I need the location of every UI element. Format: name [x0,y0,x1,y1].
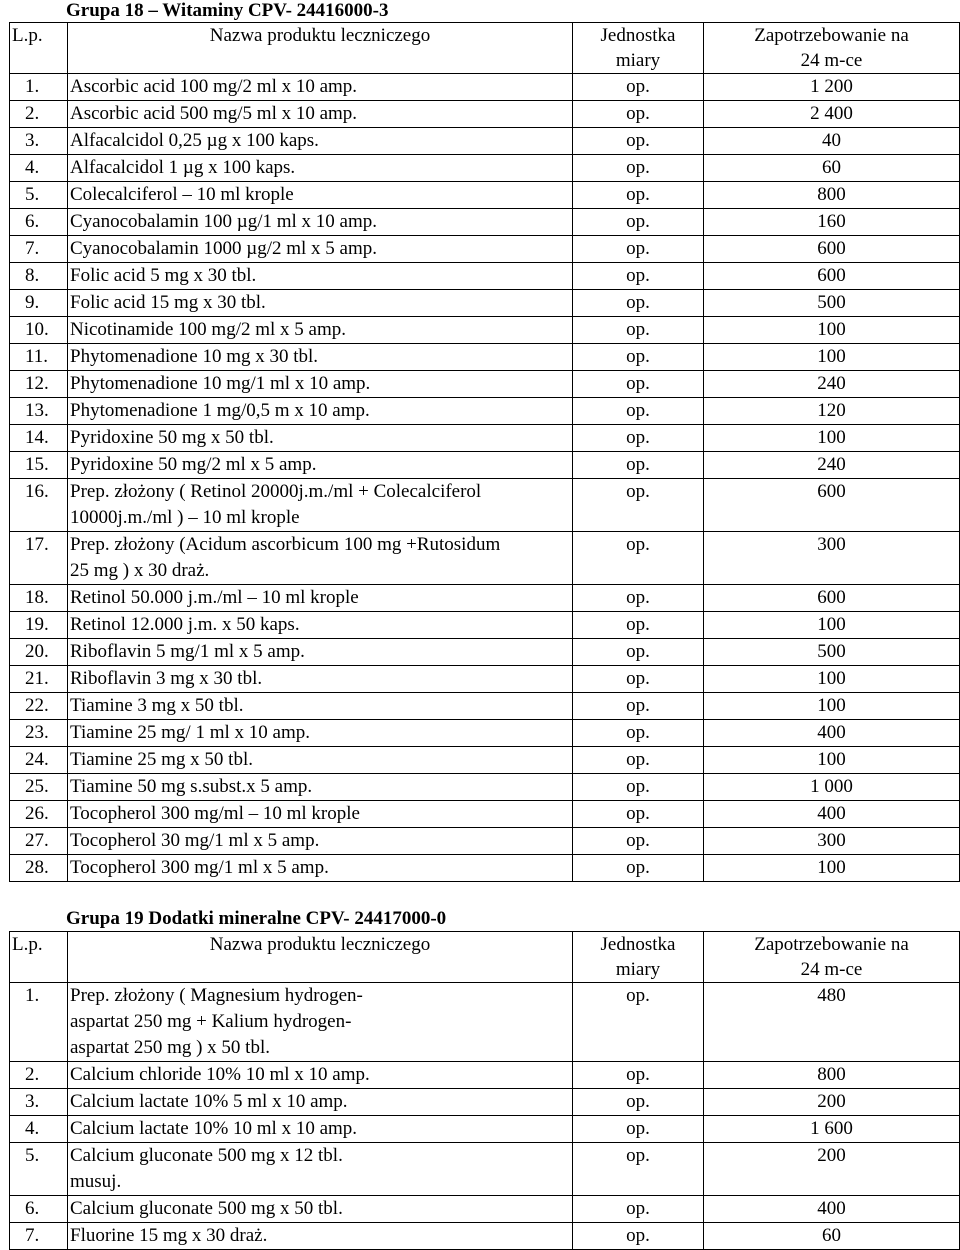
row-unit: op. [573,855,704,882]
row-product-name [68,1116,573,1143]
table-row [10,855,960,882]
row-product-name [68,74,573,101]
product-name-line: Tiamine 25 mg/ 1 ml x 10 amp. [70,722,310,743]
row-lp: 1. [10,74,68,101]
row-quantity: 100 [704,344,960,371]
row-unit: op. [573,983,704,1062]
product-name-line: Calcium lactate 10% 10 ml x 10 amp. [70,1118,358,1139]
product-name-line: Folic acid 5 mg x 30 tbl. [70,265,257,286]
row-product-name [68,666,573,693]
table-row [10,398,960,425]
table-row [10,532,960,585]
row-lp: 10. [10,317,68,344]
product-name-line: Calcium lactate 10% 5 ml x 10 amp. [70,1091,348,1112]
row-quantity: 100 [704,693,960,720]
product-name-line: Calcium chloride 10% 10 ml x 10 amp. [70,1064,370,1085]
row-lp: 2. [10,101,68,128]
row-unit: op. [573,182,704,209]
row-quantity: 60 [704,155,960,182]
table-row [10,828,960,855]
header-lp: L.p. [10,932,68,983]
header-lp: L.p. [10,23,68,74]
header-qty-line1: Zapotrzebowanie na [754,25,909,46]
table-row [10,983,960,1062]
row-product-name [68,1196,573,1223]
row-product-name [68,182,573,209]
row-lp: 16. [10,479,68,532]
row-product-name [68,693,573,720]
product-name-line: Ascorbic acid 500 mg/5 ml x 10 amp. [70,103,358,124]
row-product-name [68,1143,573,1196]
product-name-line: Folic acid 15 mg x 30 tbl. [70,292,266,313]
row-product-name [68,855,573,882]
row-product-name [68,398,573,425]
row-lp: 4. [10,155,68,182]
table-row [10,209,960,236]
header-unit-line1: Jednostka [600,934,676,955]
product-name-line: Alfacalcidol 1 µg x 100 kaps. [70,157,296,178]
product-name-line: Tocopherol 30 mg/1 ml x 5 amp. [70,830,320,851]
row-product-name [68,585,573,612]
row-quantity: 400 [704,720,960,747]
header-row [10,932,960,983]
table-row [10,344,960,371]
header-unit [573,932,704,983]
row-unit: op. [573,1223,704,1250]
product-name-line: musuj. [70,1171,122,1192]
row-unit: op. [573,425,704,452]
product-name-line: Tocopherol 300 mg/1 ml x 5 amp. [70,857,329,878]
product-name-line: Retinol 50.000 j.m./ml – 10 ml krople [70,587,359,608]
row-quantity: 100 [704,666,960,693]
product-name-line: Tiamine 3 mg x 50 tbl. [70,695,244,716]
row-lp: 6. [10,1196,68,1223]
header-unit [573,23,704,74]
row-lp: 17. [10,532,68,585]
group-19-title: Grupa 19 Dodatki mineralne CPV- 24417000-0 [66,908,447,929]
table-row [10,101,960,128]
row-unit: op. [573,371,704,398]
product-name-line: Cyanocobalamin 1000 µg/2 ml x 5 amp. [70,238,377,259]
row-quantity: 100 [704,747,960,774]
group-18-table [9,22,960,882]
row-product-name [68,747,573,774]
row-product-name [68,371,573,398]
product-name-line: 10000j.m./ml ) – 10 ml krople [70,507,300,528]
row-product-name [68,317,573,344]
table-row [10,155,960,182]
row-quantity: 600 [704,263,960,290]
group-19-table [9,931,960,1250]
row-lp: 2. [10,1062,68,1089]
row-product-name [68,720,573,747]
row-unit: op. [573,128,704,155]
row-product-name [68,1089,573,1116]
product-name-line: Pyridoxine 50 mg x 50 tbl. [70,427,274,448]
table-row [10,693,960,720]
row-unit: op. [573,666,704,693]
row-lp: 1. [10,983,68,1062]
table-row [10,1116,960,1143]
row-unit: op. [573,585,704,612]
row-lp: 8. [10,263,68,290]
header-qty [704,932,960,983]
row-product-name [68,1062,573,1089]
row-unit: op. [573,612,704,639]
row-lp: 27. [10,828,68,855]
row-quantity: 40 [704,128,960,155]
row-lp: 9. [10,290,68,317]
table-row [10,479,960,532]
row-quantity: 200 [704,1143,960,1196]
row-quantity: 300 [704,532,960,585]
row-quantity: 1 200 [704,74,960,101]
table-row [10,236,960,263]
row-unit: op. [573,1196,704,1223]
row-unit: op. [573,828,704,855]
product-name-line: Pyridoxine 50 mg/2 ml x 5 amp. [70,454,317,475]
table-row [10,452,960,479]
row-lp: 26. [10,801,68,828]
row-lp: 24. [10,747,68,774]
row-lp: 21. [10,666,68,693]
table-row [10,747,960,774]
row-product-name [68,828,573,855]
header-row [10,23,960,74]
product-name-line: Ascorbic acid 100 mg/2 ml x 10 amp. [70,76,358,97]
row-unit: op. [573,452,704,479]
row-lp: 22. [10,693,68,720]
row-quantity: 240 [704,371,960,398]
row-quantity: 500 [704,639,960,666]
row-unit: op. [573,479,704,532]
header-qty [704,23,960,74]
table-row [10,801,960,828]
table-row [10,1062,960,1089]
row-quantity: 300 [704,828,960,855]
row-quantity: 600 [704,585,960,612]
row-product-name [68,983,573,1062]
row-quantity: 800 [704,182,960,209]
row-lp: 12. [10,371,68,398]
group-18-title: Grupa 18 – Witaminy CPV- 24416000-3 [66,0,389,21]
product-name-line: Prep. złożony ( Retinol 20000j.m./ml + Colecalciferol [70,481,482,502]
table-row [10,1196,960,1223]
row-unit: op. [573,747,704,774]
row-unit: op. [573,639,704,666]
row-quantity: 400 [704,1196,960,1223]
row-quantity: 200 [704,1089,960,1116]
header-name: Nazwa produktu leczniczego [68,932,573,983]
row-lp: 3. [10,1089,68,1116]
row-quantity: 100 [704,612,960,639]
row-quantity: 600 [704,479,960,532]
header-qty-line1: Zapotrzebowanie na [754,934,909,955]
row-unit: op. [573,317,704,344]
row-product-name [68,290,573,317]
row-product-name [68,479,573,532]
product-name-line: aspartat 250 mg + Kalium hydrogen- [70,1011,352,1032]
product-name-line: Calcium gluconate 500 mg x 12 tbl. [70,1145,343,1166]
product-name-line: Fluorine 15 mg x 30 draż. [70,1225,268,1246]
row-lp: 15. [10,452,68,479]
row-unit: op. [573,74,704,101]
table-row [10,425,960,452]
product-name-line: aspartat 250 mg ) x 50 tbl. [70,1037,270,1058]
row-quantity: 400 [704,801,960,828]
row-unit: op. [573,398,704,425]
row-quantity: 800 [704,1062,960,1089]
row-unit: op. [573,1143,704,1196]
row-quantity: 60 [704,1223,960,1250]
row-product-name [68,801,573,828]
row-lp: 4. [10,1116,68,1143]
product-name-line: Cyanocobalamin 100 µg/1 ml x 10 amp. [70,211,377,232]
table-row [10,1143,960,1196]
row-product-name [68,263,573,290]
row-product-name [68,1223,573,1250]
row-product-name [68,344,573,371]
table-row [10,585,960,612]
row-lp: 7. [10,236,68,263]
row-quantity: 100 [704,855,960,882]
row-quantity: 100 [704,317,960,344]
row-quantity: 1 600 [704,1116,960,1143]
product-name-line: Colecalciferol – 10 ml krople [70,184,294,205]
product-name-line: Riboflavin 5 mg/1 ml x 5 amp. [70,641,305,662]
row-product-name [68,236,573,263]
row-product-name [68,639,573,666]
product-name-line: Tiamine 50 mg s.subst.x 5 amp. [70,776,313,797]
row-quantity: 500 [704,290,960,317]
table-row [10,774,960,801]
table-row [10,639,960,666]
row-lp: 18. [10,585,68,612]
row-quantity: 100 [704,425,960,452]
table-row [10,666,960,693]
row-lp: 6. [10,209,68,236]
header-unit-line2: miary [615,50,661,71]
row-quantity: 1 000 [704,774,960,801]
row-product-name [68,452,573,479]
row-lp: 5. [10,1143,68,1196]
table-row [10,317,960,344]
table-row [10,128,960,155]
table-row [10,612,960,639]
row-product-name [68,155,573,182]
row-unit: op. [573,344,704,371]
table-row [10,182,960,209]
product-name-line: Calcium gluconate 500 mg x 50 tbl. [70,1198,343,1219]
table-row [10,720,960,747]
product-name-line: Prep. złożony ( Magnesium hydrogen- [70,985,363,1006]
row-unit: op. [573,532,704,585]
row-lp: 5. [10,182,68,209]
product-name-line: Nicotinamide 100 mg/2 ml x 5 amp. [70,319,346,340]
row-unit: op. [573,209,704,236]
header-name: Nazwa produktu leczniczego [68,23,573,74]
row-unit: op. [573,1062,704,1089]
row-unit: op. [573,801,704,828]
row-product-name [68,128,573,155]
row-unit: op. [573,236,704,263]
row-lp: 25. [10,774,68,801]
row-lp: 23. [10,720,68,747]
row-product-name [68,612,573,639]
row-unit: op. [573,693,704,720]
row-quantity: 240 [704,452,960,479]
row-unit: op. [573,1116,704,1143]
row-lp: 20. [10,639,68,666]
table-row [10,1223,960,1250]
row-product-name [68,774,573,801]
product-name-line: Tiamine 25 mg x 50 tbl. [70,749,253,770]
header-qty-line2: 24 m-ce [800,959,863,980]
product-name-line: 25 mg ) x 30 draż. [70,560,210,581]
row-lp: 11. [10,344,68,371]
row-lp: 7. [10,1223,68,1250]
header-unit-line1: Jednostka [600,25,676,46]
row-quantity: 2 400 [704,101,960,128]
product-name-line: Phytomenadione 1 mg/0,5 m x 10 amp. [70,400,370,421]
product-name-line: Retinol 12.000 j.m. x 50 kaps. [70,614,300,635]
header-qty-line2: 24 m-ce [800,50,863,71]
row-lp: 19. [10,612,68,639]
row-product-name [68,425,573,452]
row-unit: op. [573,1089,704,1116]
row-lp: 3. [10,128,68,155]
row-unit: op. [573,263,704,290]
product-name-line: Tocopherol 300 mg/ml – 10 ml krople [70,803,360,824]
product-name-line: Phytomenadione 10 mg/1 ml x 10 amp. [70,373,371,394]
row-unit: op. [573,155,704,182]
row-quantity: 600 [704,236,960,263]
table-row [10,290,960,317]
table-row [10,371,960,398]
row-product-name [68,209,573,236]
product-name-line: Alfacalcidol 0,25 µg x 100 kaps. [70,130,319,151]
row-quantity: 160 [704,209,960,236]
row-lp: 14. [10,425,68,452]
table-row [10,74,960,101]
product-name-line: Riboflavin 3 mg x 30 tbl. [70,668,263,689]
table-row [10,1089,960,1116]
row-unit: op. [573,774,704,801]
row-quantity: 480 [704,983,960,1062]
product-name-line: Phytomenadione 10 mg x 30 tbl. [70,346,319,367]
table-row [10,263,960,290]
row-quantity: 120 [704,398,960,425]
row-product-name [68,101,573,128]
row-product-name [68,532,573,585]
row-unit: op. [573,720,704,747]
header-unit-line2: miary [615,959,661,980]
row-lp: 13. [10,398,68,425]
row-unit: op. [573,101,704,128]
row-unit: op. [573,290,704,317]
row-lp: 28. [10,855,68,882]
product-name-line: Prep. złożony (Acidum ascorbicum 100 mg +Rutosidum [70,534,501,555]
